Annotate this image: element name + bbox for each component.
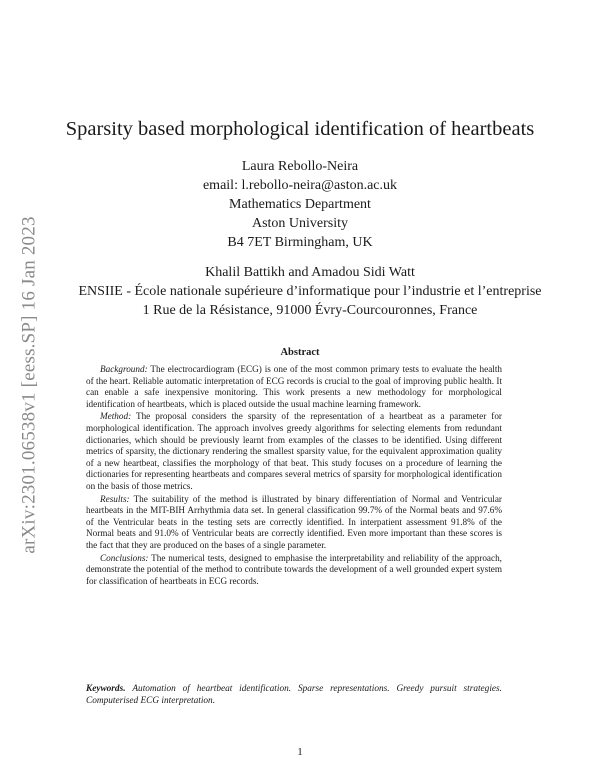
paper-title: Sparsity based morphological identification of heartbeats: [65, 118, 535, 140]
abstract-heading: Abstract: [280, 347, 320, 358]
author-email: email: l.rebollo-neira@aston.ac.uk: [202, 178, 398, 193]
abstract-conclusions: [86, 553, 502, 588]
author-name: Laura Rebollo-Neira: [241, 159, 359, 174]
page-number: 1: [297, 746, 303, 758]
method-label: Method:: [100, 411, 132, 422]
abstract-method: [86, 411, 502, 492]
author-address: B4 7ET Birmingham, UK: [227, 235, 373, 250]
coauthor-names: Khalil Battikh and Amadou Sidi Watt: [205, 265, 415, 280]
conclusions-label: Conclusions:: [100, 552, 149, 563]
conclusions-text: The numerical tests, designed to emphasise the interpretability and reliability of the approach, demonstrate the potential of the method to contribute towards the development of a well grounded expert system for classification of heartbeats in ECG records.: [86, 552, 502, 586]
author-department: Mathematics Department: [229, 197, 371, 212]
author-block-primary: [0, 157, 600, 252]
keywords: [86, 683, 502, 707]
background-label: Background:: [100, 364, 148, 374]
results-text: The suitability of the method is illustrated by binary differentiation of Normal and Ventricular heartbeats in the MIT-BIH Arrhythmia data set. In general classification 99.7% of the Normal beats and 97.6% of the Ventricular beats in the testing sets are correctly identified. In interpatient assessment 91.8% of the Normal beats and 91.0% of Ventricular beats are correctly identified. Even more important than these scores is the fact that they are produced on the bases of a single parameter.: [86, 493, 502, 550]
author-university: Aston University: [251, 216, 349, 231]
abstract-body: [86, 364, 502, 587]
arxiv-stamp-text: arXiv:2301.06538v1 [eess.SP] 16 Jan 2023: [19, 216, 40, 554]
abstract-background: [86, 364, 502, 410]
abstract-results: [86, 494, 502, 552]
keywords-text: Automation of heartbeat identification. Sparse representations. Greedy pursuit strategies. Computerised ECG interpretation.: [86, 684, 502, 706]
coauthor-institution: ENSIIE - École nationale supérieure d’informatique pour l’industrie et l’entreprise: [78, 284, 542, 299]
coauthor-address: 1 Rue de la Résistance, 91000 Évry-Courcouronnes, France: [142, 303, 478, 318]
results-label: Results:: [100, 493, 130, 504]
method-text: The proposal considers the sparsity of the representation of a heartbeat as a parameter for morphological identification. The approach involves greedy algorithms for selecting elements from redundant dictionaries, which should be previously learnt from examples of the classes to be identified. Using different metrics of sparsity, the dictionary rendering the smallest sparsity value, for the equivalent approximation quality of a new heartbeat, classifies the morphology of that beat. This study focuses on a procedure of learning the dictionaries for representing heartbeats and compares several metrics of sparsity for morphological identification on the basis of those metrics.: [86, 411, 502, 491]
background-text: The electrocardiogram (ECG) is one of the most common primary tests to evaluate the health of the heart. Reliable automatic interpretation of ECG records is crucial to the goal of improving public health. It can enable a safe inexpensive monitoring. This work presents a new methodology for morphological identification of heartbeats, which is placed outside the usual machine learning framework.: [86, 364, 503, 409]
keywords-label: Keywords.: [86, 684, 126, 694]
author-block-secondary: [60, 263, 560, 320]
